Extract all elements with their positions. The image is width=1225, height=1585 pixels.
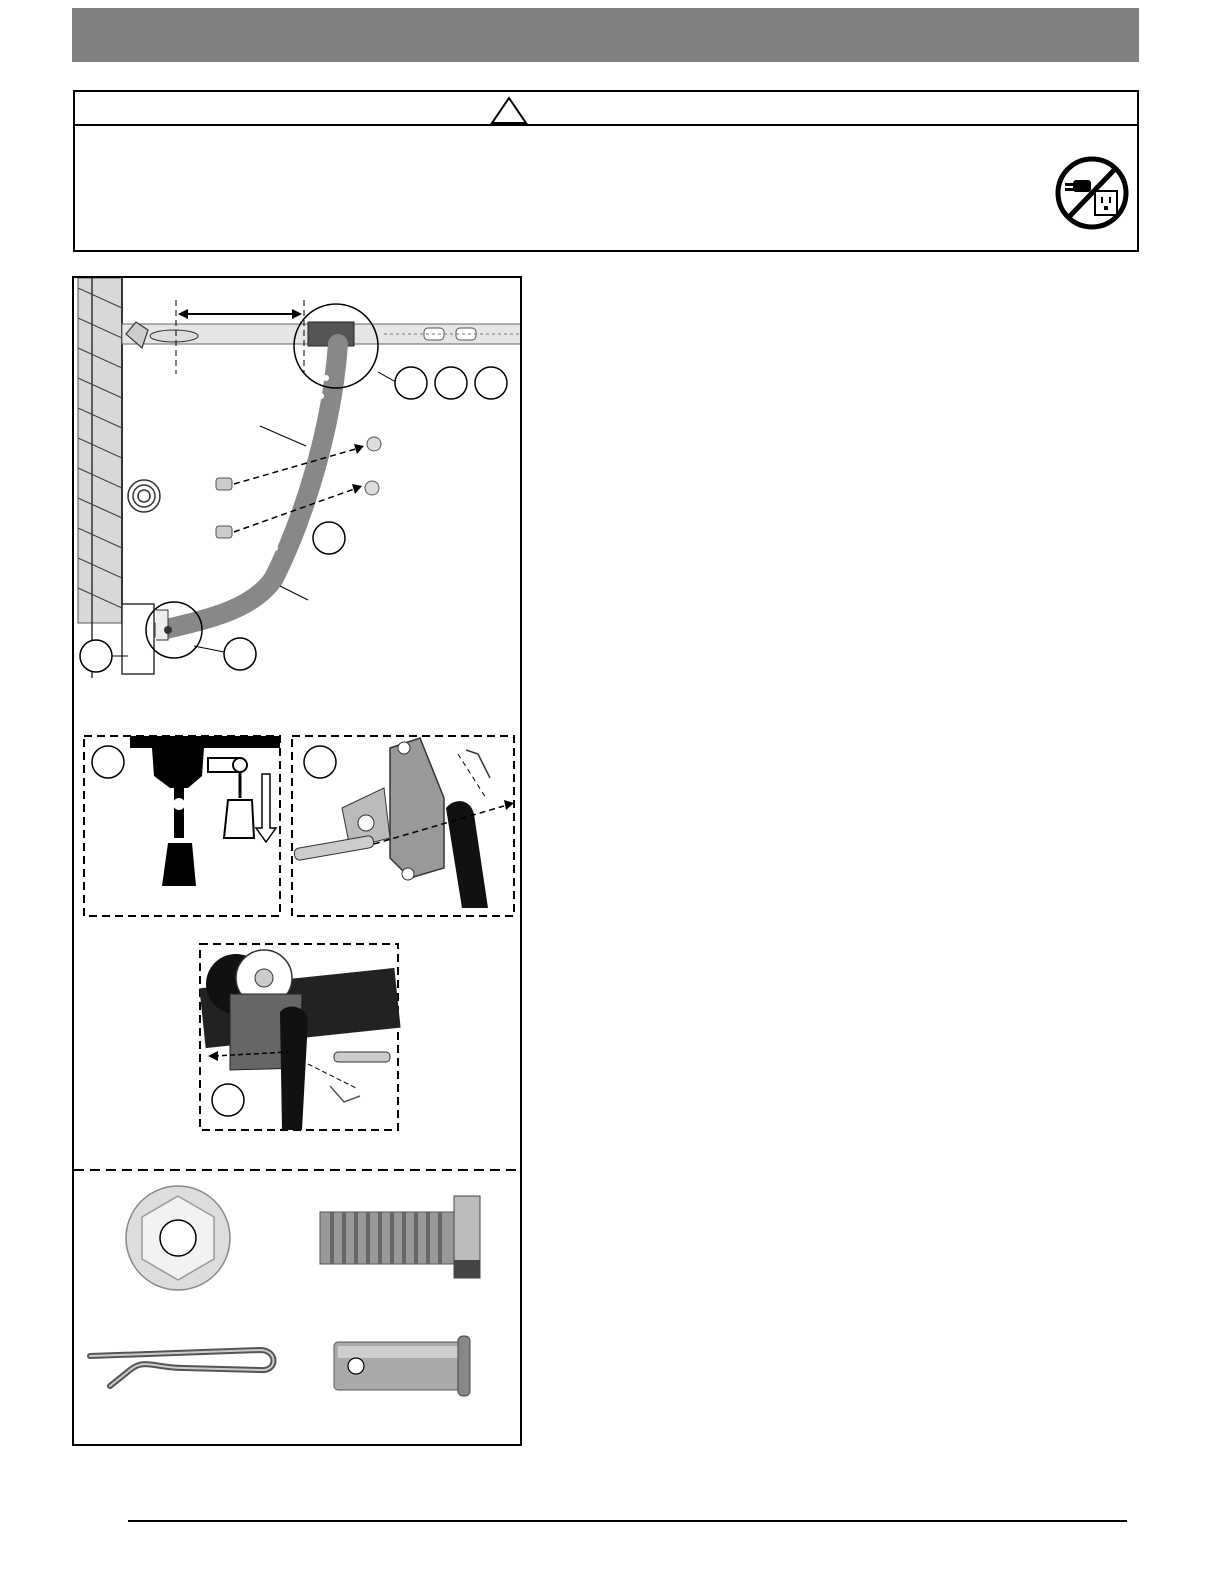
callout-circle <box>92 746 124 778</box>
warning-box <box>73 90 1139 252</box>
callout-circle <box>313 522 345 554</box>
callout-circle <box>395 367 427 399</box>
detail-trolley-connection <box>199 944 400 1130</box>
figure-illustration <box>74 278 522 1446</box>
detail-emergency-release <box>84 736 280 916</box>
door-arm <box>162 344 338 630</box>
bolt-icon <box>320 1196 480 1278</box>
clevis-pin-icon <box>334 1336 470 1396</box>
warning-header <box>75 92 1137 126</box>
callout-circle <box>80 640 112 672</box>
lock-nut-icon <box>126 1186 230 1290</box>
section-header-bar <box>72 8 1139 62</box>
callout-circle <box>304 746 336 778</box>
callout-circle <box>435 367 467 399</box>
callout-circle <box>212 1084 244 1116</box>
installation-figure <box>72 276 522 1446</box>
warning-triangle-icon <box>489 95 529 125</box>
callout-circle <box>224 638 256 670</box>
no-plug-electrical-outlet-icon <box>1053 154 1131 232</box>
footer-rule <box>128 1520 1127 1522</box>
hairpin-cotter-icon <box>90 1350 274 1386</box>
callout-circle <box>475 367 507 399</box>
detail-door-bracket-pin <box>292 736 514 916</box>
